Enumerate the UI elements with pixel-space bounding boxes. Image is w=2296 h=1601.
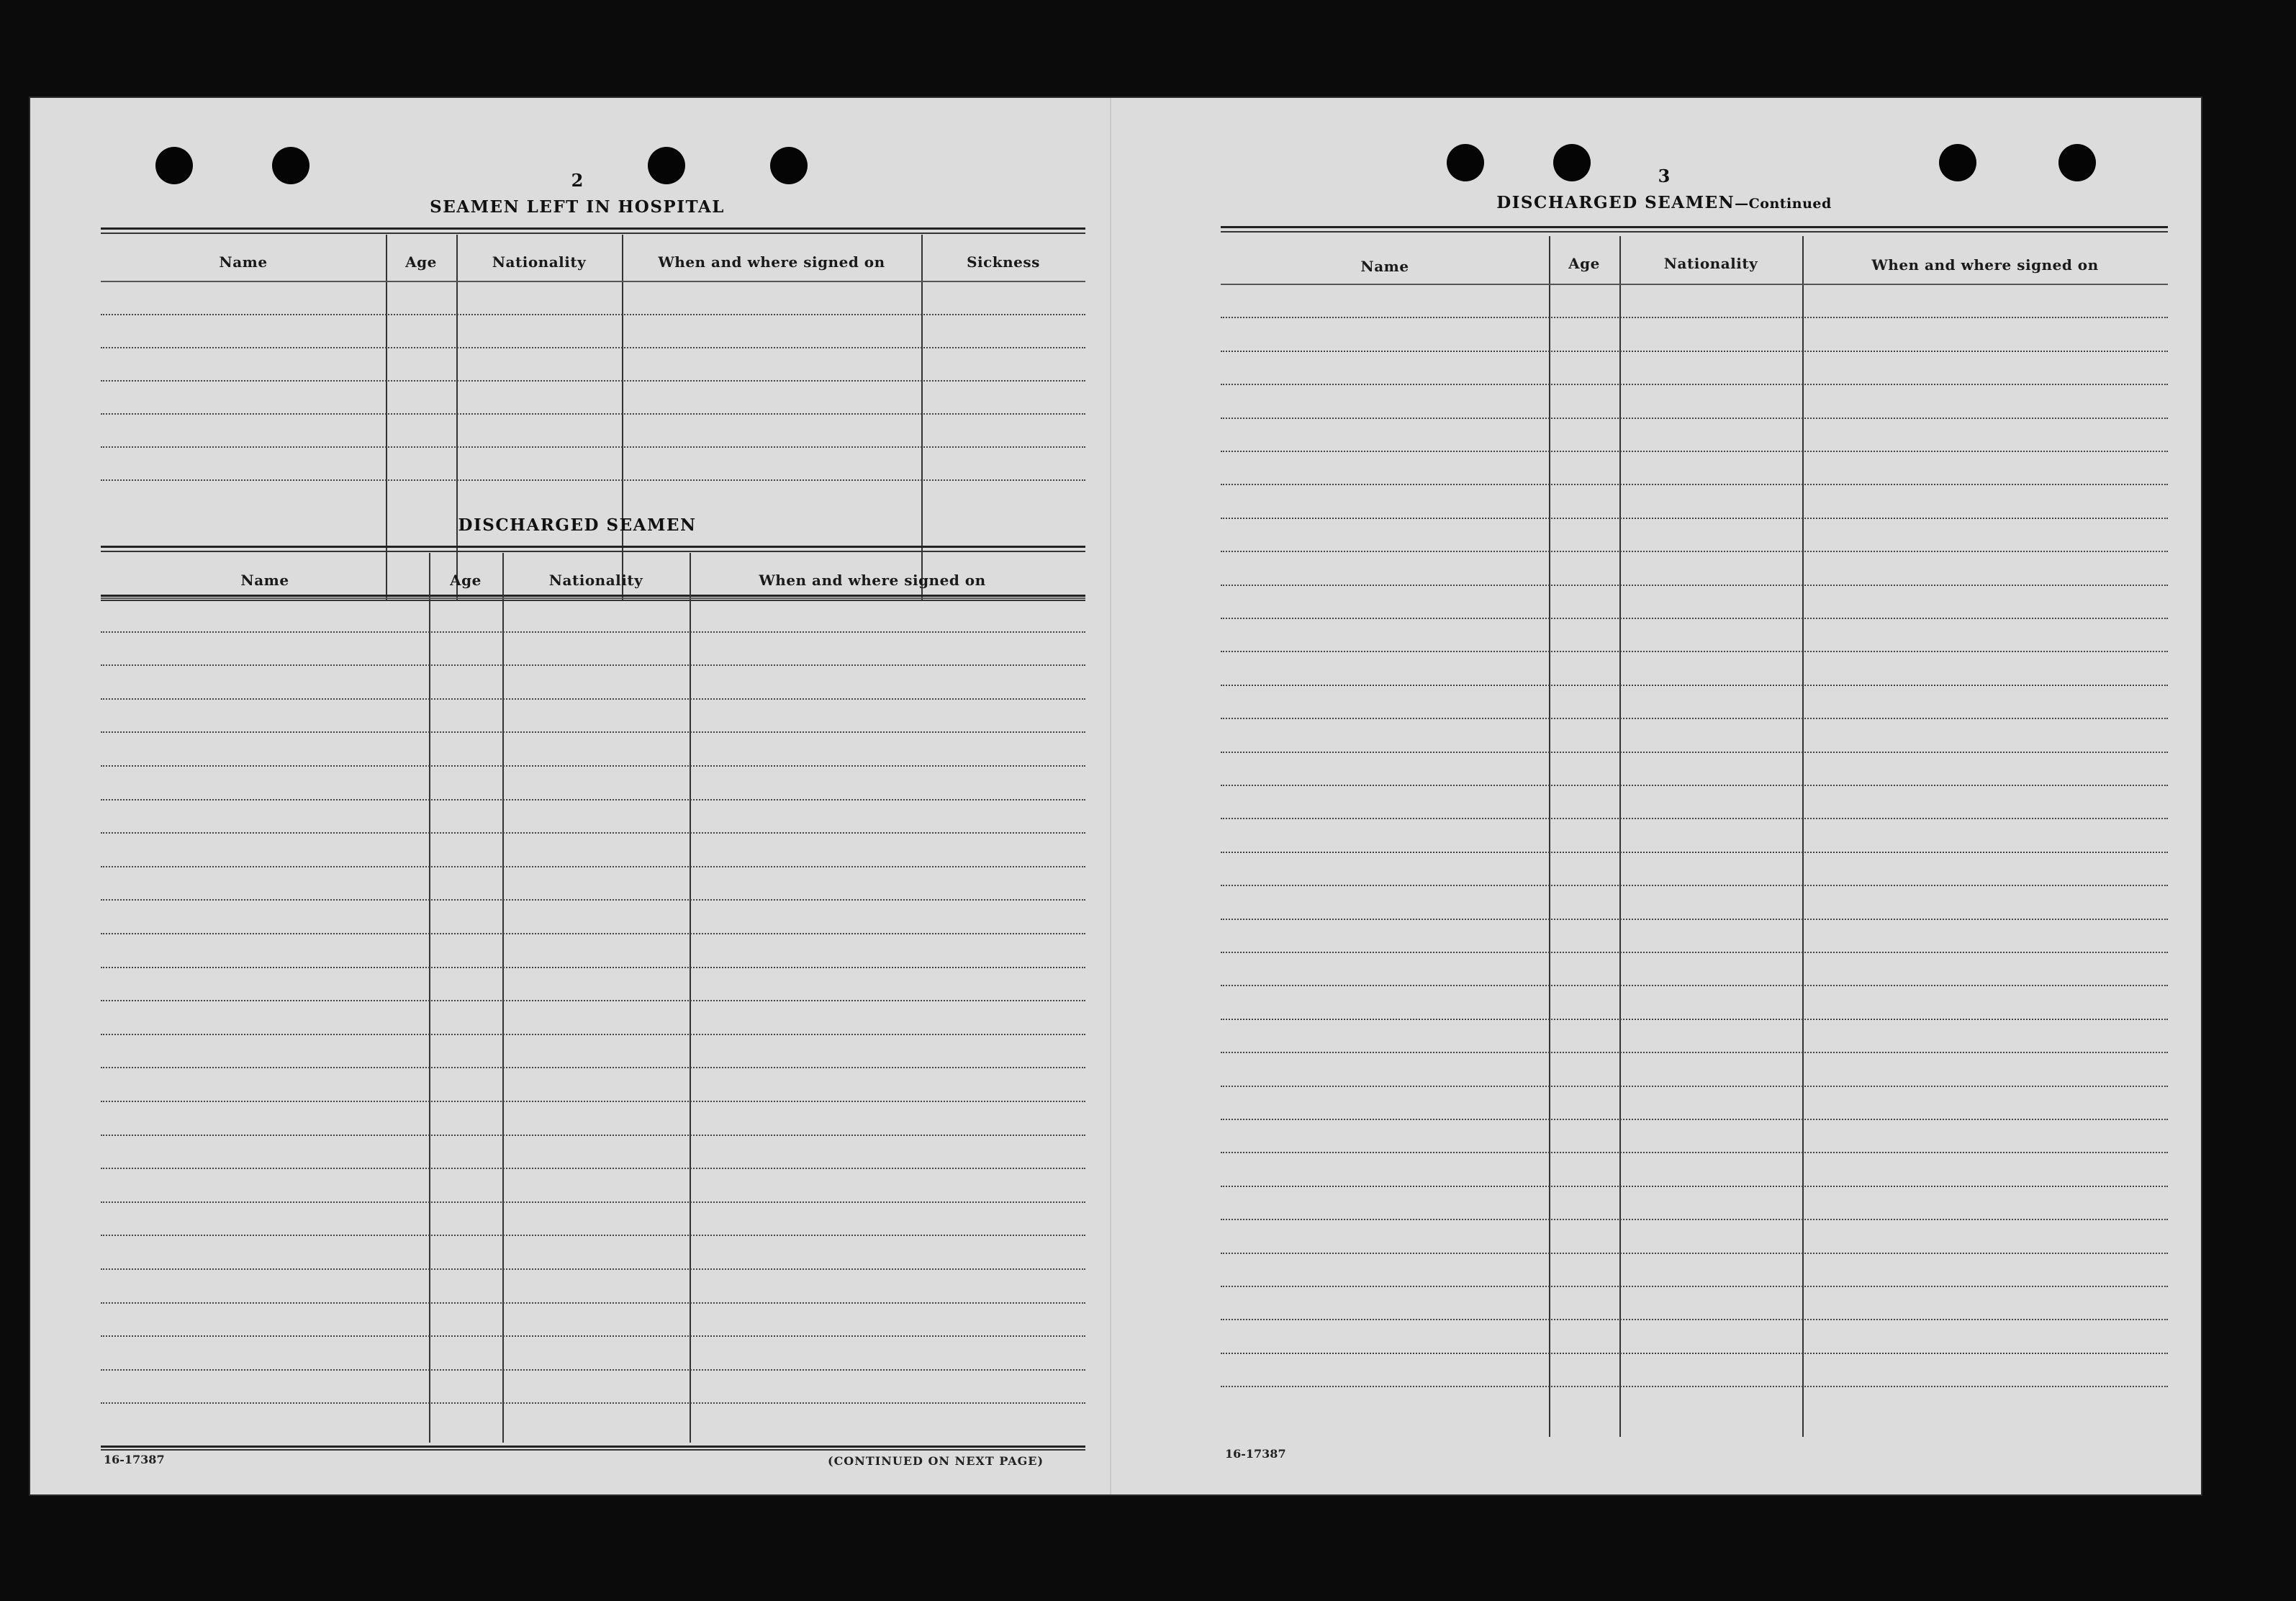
column-divider <box>690 553 691 1443</box>
column-divider <box>429 553 430 1443</box>
row-rule <box>1221 1086 2168 1087</box>
punch-hole <box>1447 144 1484 181</box>
column-header-name: Name <box>219 253 268 271</box>
row-rule <box>101 899 1085 901</box>
row-rule <box>1221 985 2168 986</box>
row-rule <box>1221 451 2168 452</box>
punch-hole <box>155 147 193 184</box>
row-rule <box>1221 885 2168 886</box>
row-rule <box>101 347 1085 348</box>
row-rule <box>101 967 1085 968</box>
continued-note: (CONTINUED ON NEXT PAGE) <box>828 1454 1044 1468</box>
row-rule <box>1221 752 2168 753</box>
column-divider <box>1549 236 1550 1437</box>
row-rule <box>1221 585 2168 586</box>
row-rule <box>101 413 1085 415</box>
row-rule <box>1221 551 2168 552</box>
column-header-age: Age <box>450 572 482 589</box>
double-rule <box>101 227 1085 234</box>
title-suffix: —Continued <box>1735 196 1832 212</box>
discharged-table <box>101 553 1085 1443</box>
row-rule <box>1221 1019 2168 1020</box>
row-rule <box>101 664 1085 666</box>
row-rule <box>1221 1186 2168 1187</box>
column-header-signed-on: When and where signed on <box>759 572 986 589</box>
column-header-age: Age <box>405 253 437 271</box>
form-number: 16-17387 <box>1225 1447 1286 1461</box>
row-rule <box>101 1402 1085 1404</box>
column-header-nationality: Nationality <box>1663 255 1758 272</box>
title-text: DISCHARGED SEAMEN <box>1496 193 1735 212</box>
row-rule <box>101 479 1085 481</box>
row-rule <box>101 933 1085 934</box>
row-rule <box>101 631 1085 633</box>
column-header-signed-on: When and where signed on <box>1871 256 2099 274</box>
row-rule <box>101 866 1085 867</box>
row-rule <box>101 1067 1085 1068</box>
form-number: 16-17387 <box>104 1453 165 1466</box>
header-rule <box>101 597 1085 599</box>
row-rule <box>1221 1152 2168 1153</box>
column-header-nationality: Nationality <box>548 572 643 589</box>
row-rule <box>1221 317 2168 318</box>
row-rule <box>1221 919 2168 920</box>
row-rule <box>1221 685 2168 686</box>
row-rule <box>101 446 1085 448</box>
column-header-name: Name <box>240 572 289 589</box>
row-rule <box>101 1201 1085 1203</box>
row-rule <box>1221 518 2168 519</box>
row-rule <box>101 314 1085 315</box>
row-rule <box>101 765 1085 767</box>
punch-hole <box>272 147 309 184</box>
row-rule <box>101 1034 1085 1035</box>
header-rule <box>101 281 1085 282</box>
right-page <box>1110 98 2201 1494</box>
row-rule <box>1221 852 2168 853</box>
row-rule <box>1221 1119 2168 1120</box>
row-rule <box>101 1135 1085 1136</box>
discharged-continued-table <box>1221 236 2168 1437</box>
row-rule <box>101 1000 1085 1001</box>
page-number: 3 <box>1658 166 1671 186</box>
row-rule <box>1221 1253 2168 1254</box>
row-rule <box>1221 618 2168 619</box>
column-header-sickness: Sickness <box>967 253 1040 271</box>
row-rule <box>101 1369 1085 1371</box>
discharged-continued-title <box>1448 193 1880 212</box>
row-rule <box>1221 1353 2168 1354</box>
row-rule <box>1221 651 2168 652</box>
row-rule <box>1221 952 2168 953</box>
row-rule <box>1221 484 2168 485</box>
row-rule <box>1221 351 2168 352</box>
row-rule <box>1221 1319 2168 1320</box>
row-rule <box>101 799 1085 800</box>
row-rule <box>101 380 1085 382</box>
row-rule <box>1221 718 2168 719</box>
row-rule <box>101 1168 1085 1169</box>
punch-hole <box>2058 144 2096 181</box>
row-rule <box>101 1235 1085 1236</box>
row-rule <box>1221 785 2168 786</box>
column-divider <box>502 553 504 1443</box>
row-rule <box>101 1335 1085 1337</box>
punch-hole <box>770 147 808 184</box>
row-rule <box>101 698 1085 700</box>
punch-hole <box>1553 144 1591 181</box>
column-divider <box>1619 236 1621 1437</box>
row-rule <box>101 832 1085 834</box>
discharged-section-title: DISCHARGED SEAMEN <box>458 515 697 535</box>
double-rule <box>101 1446 1085 1451</box>
double-rule <box>101 546 1085 552</box>
row-rule <box>101 1101 1085 1102</box>
column-header-signed-on: When and where signed on <box>658 253 885 271</box>
row-rule <box>1221 818 2168 819</box>
column-header-nationality: Nationality <box>492 253 587 271</box>
punch-hole <box>648 147 685 184</box>
column-divider <box>1802 236 1804 1437</box>
header-rule <box>1221 284 2168 285</box>
row-rule <box>101 1302 1085 1304</box>
row-rule <box>1221 1219 2168 1220</box>
row-rule <box>1221 1052 2168 1053</box>
hospital-section-title: SEAMEN LEFT IN HOSPITAL <box>430 197 725 217</box>
row-rule <box>1221 418 2168 419</box>
row-rule <box>1221 1286 2168 1287</box>
row-rule <box>101 731 1085 733</box>
row-rule <box>1221 1386 2168 1387</box>
ledger-sheet <box>30 98 2201 1494</box>
page-number: 2 <box>571 170 584 191</box>
row-rule <box>101 1268 1085 1270</box>
punch-hole <box>1939 144 1976 181</box>
row-rule <box>1221 384 2168 385</box>
column-header-name: Name <box>1360 258 1409 275</box>
column-header-age: Age <box>1568 255 1600 272</box>
double-rule <box>1221 226 2168 233</box>
